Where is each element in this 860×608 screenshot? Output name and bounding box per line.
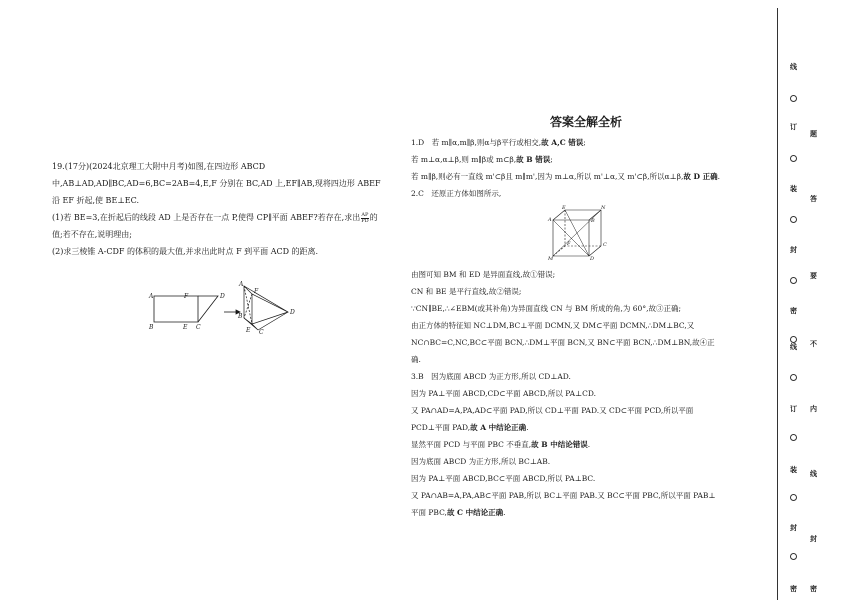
answer-line: CN 和 BE 是平行直线,故②错误; bbox=[411, 287, 522, 296]
label-a-flat: A bbox=[149, 293, 154, 300]
answer-text: . bbox=[717, 172, 720, 181]
label-f-folded: F bbox=[254, 288, 259, 295]
answer-section bbox=[411, 112, 761, 521]
cube-label-b: B bbox=[591, 218, 595, 224]
answer-line bbox=[411, 436, 761, 453]
answer-line bbox=[411, 168, 761, 185]
question-line: 中,AB⊥AD,AD∥BC,AD=6,BC=2AB=4,E,F 分别在 BC,AD 上,EF∥AB,现将四边形 ABEF bbox=[52, 179, 381, 188]
answer-line: 由图可知 BM 和 ED 是异面直线,故①错误; bbox=[411, 270, 556, 279]
question-line: 沿 EF 折起,使 BE⊥EC. bbox=[52, 196, 140, 205]
label-a-folded: A bbox=[239, 281, 244, 288]
answer-text: 显然平面 PCD 与平面 PBC 不垂直, bbox=[411, 440, 532, 449]
answer-text: 平面 PBC, bbox=[411, 508, 447, 517]
cube-label-f: F bbox=[567, 241, 571, 247]
cube-label-n: N bbox=[601, 205, 606, 211]
cube-figure bbox=[547, 204, 609, 260]
label-f-flat: F bbox=[184, 293, 189, 300]
answer-text: . bbox=[526, 423, 529, 432]
fraction-ap-pd bbox=[361, 213, 368, 224]
binding-mark: 线 bbox=[790, 343, 797, 351]
answer-line bbox=[411, 504, 761, 521]
binding-hole-icon bbox=[790, 374, 797, 381]
answer-line: 2.C 还原正方体如图所示, bbox=[411, 189, 502, 198]
binding-note: 线 bbox=[810, 470, 817, 478]
answer-conclusion: 故 B 错误 bbox=[516, 155, 551, 164]
label-e-folded: E bbox=[246, 327, 251, 334]
answer-line bbox=[411, 419, 761, 436]
answer-line: ∵CN∥BE,∴∠EBM(或其补角)为异面直线 CN 与 BM 所成的角,为 60°,故③正确; bbox=[411, 304, 681, 313]
answer-text: ; bbox=[550, 155, 553, 164]
binding-hole-icon bbox=[790, 434, 797, 441]
answer-conclusion: 故 C 中结论正确 bbox=[446, 508, 504, 517]
label-d-folded: D bbox=[290, 309, 295, 316]
binding-note: 封 bbox=[810, 535, 817, 543]
answer-title: 答案全解全析 bbox=[549, 115, 622, 129]
question-line: 值;若不存在,说明理由; bbox=[52, 230, 132, 239]
question-part-1 bbox=[52, 209, 392, 226]
binding-mark: 装 bbox=[790, 466, 797, 474]
answer-line: 确. bbox=[411, 355, 421, 364]
answer-text: . bbox=[503, 508, 506, 517]
answer-line: 又 PA∩AD=A,PA,AD⊂平面 PAD,所以 CD⊥平面 PAD.又 CD⊂平面 PCD,所以平面 bbox=[411, 406, 694, 415]
cube-label-a: A bbox=[548, 217, 552, 223]
binding-note: 答 bbox=[810, 195, 817, 203]
binding-line bbox=[777, 8, 778, 600]
binding-note: 题 bbox=[810, 130, 817, 138]
label-b-folded: B bbox=[238, 313, 243, 320]
binding-hole-icon bbox=[790, 277, 797, 284]
answer-conclusion: 故 D 正确 bbox=[683, 172, 718, 181]
question-line: 19.(17分)(2024北京理工大附中月考)如图,在四边形 ABCD bbox=[52, 162, 266, 171]
answer-text: 1.D 若 m∥α,m∥β,则α与β平行或相交, bbox=[411, 138, 542, 147]
cube-label-e: E bbox=[562, 205, 566, 211]
binding-note: 密 bbox=[810, 585, 817, 593]
binding-mark: 密 bbox=[790, 307, 797, 315]
cube-label-c: C bbox=[603, 242, 607, 248]
answer-text: PCD⊥平面 PAD, bbox=[411, 423, 471, 432]
answer-line: 又 PA∩AB=A,PA,AB⊂平面 PAB,所以 BC⊥平面 PAB.又 BC⊂平面 PBC,所以平面 PAB⊥ bbox=[411, 491, 716, 500]
answer-line bbox=[411, 151, 761, 168]
binding-mark: 封 bbox=[790, 524, 797, 532]
answer-line bbox=[411, 134, 761, 151]
question-19 bbox=[52, 158, 392, 260]
answer-line: 因为底面 ABCD 为正方形,所以 BC⊥AB. bbox=[411, 457, 551, 466]
label-d-flat: D bbox=[220, 293, 225, 300]
label-c-flat: C bbox=[196, 324, 201, 331]
question-text: 的 bbox=[369, 213, 378, 222]
binding-mark: 订 bbox=[790, 123, 797, 131]
binding-mark: 封 bbox=[790, 246, 797, 254]
binding-hole-icon bbox=[790, 95, 797, 102]
answer-line: 由正方体的特征知 NC⊥DM,BC⊥平面 DCMN,又 DM⊂平面 DCMN,∴DM⊥BC,又 bbox=[411, 321, 695, 330]
answer-conclusion: 故 A 中结论正确 bbox=[470, 423, 527, 432]
question-part-2: (2)求三棱锥 A-CDF 的体积的最大值,并求出此时点 F 到平面 ACD 的距离. bbox=[52, 247, 319, 256]
answer-line: 因为 PA⊥平面 ABCD,CD⊂平面 ABCD,所以 PA⊥CD. bbox=[411, 389, 596, 398]
label-c-folded: C bbox=[259, 329, 264, 336]
answer-text: . bbox=[587, 440, 591, 449]
answer-conclusion: 故 A,C 错误 bbox=[541, 138, 584, 147]
binding-hole-icon bbox=[790, 336, 797, 343]
binding-note: 不 bbox=[810, 340, 817, 348]
question-19-figures bbox=[140, 272, 340, 336]
cube-label-m: M bbox=[548, 256, 554, 260]
answer-line: 3.B 因为底面 ABCD 为正方形,所以 CD⊥AD. bbox=[411, 372, 571, 381]
question-text: (1)若 BE=3,在折起后的线段 AD 上是否存在一点 P,使得 CP∥平面 ABEF?若存在,求出 bbox=[52, 213, 361, 222]
answer-text: 若 m∥β,则必有一直线 m'⊂β且 m∥m',因为 m⊥α,所以 m'⊥α,又 m'⊂β,所以α⊥β, bbox=[411, 172, 684, 181]
binding-mark: 订 bbox=[790, 405, 797, 413]
answer-text: ; bbox=[583, 138, 586, 147]
answer-text: 若 m⊥α,α⊥β,则 m∥β或 m⊂β, bbox=[411, 155, 517, 164]
answer-line: NC∩BC=C,NC,BC⊂平面 BCN,∴DM⊥平面 BCN,又 BN⊂平面 BCN,∴DM⊥BN,故④正 bbox=[411, 338, 715, 347]
binding-note: 内 bbox=[810, 405, 817, 413]
label-e-flat: E bbox=[183, 324, 188, 331]
label-b-flat: B bbox=[149, 324, 154, 331]
binding-hole-icon bbox=[790, 216, 797, 223]
binding-hole-icon bbox=[790, 155, 797, 162]
binding-note: 要 bbox=[810, 272, 817, 280]
binding-hole-icon bbox=[790, 553, 797, 560]
binding-mark: 线 bbox=[790, 63, 797, 71]
binding-mark: 密 bbox=[790, 585, 797, 593]
answer-line: 因为 PA⊥平面 ABCD,BC⊂平面 ABCD,所以 PA⊥BC. bbox=[411, 474, 596, 483]
answer-conclusion: 故 B 中结论错误 bbox=[531, 440, 588, 449]
binding-hole-icon bbox=[790, 494, 797, 501]
binding-mark: 装 bbox=[790, 185, 797, 193]
fraction-denominator: PD bbox=[361, 217, 369, 224]
folded-solid-figure bbox=[244, 286, 288, 330]
cube-label-d: D bbox=[590, 256, 595, 260]
fraction-numerator: AP bbox=[361, 211, 369, 218]
